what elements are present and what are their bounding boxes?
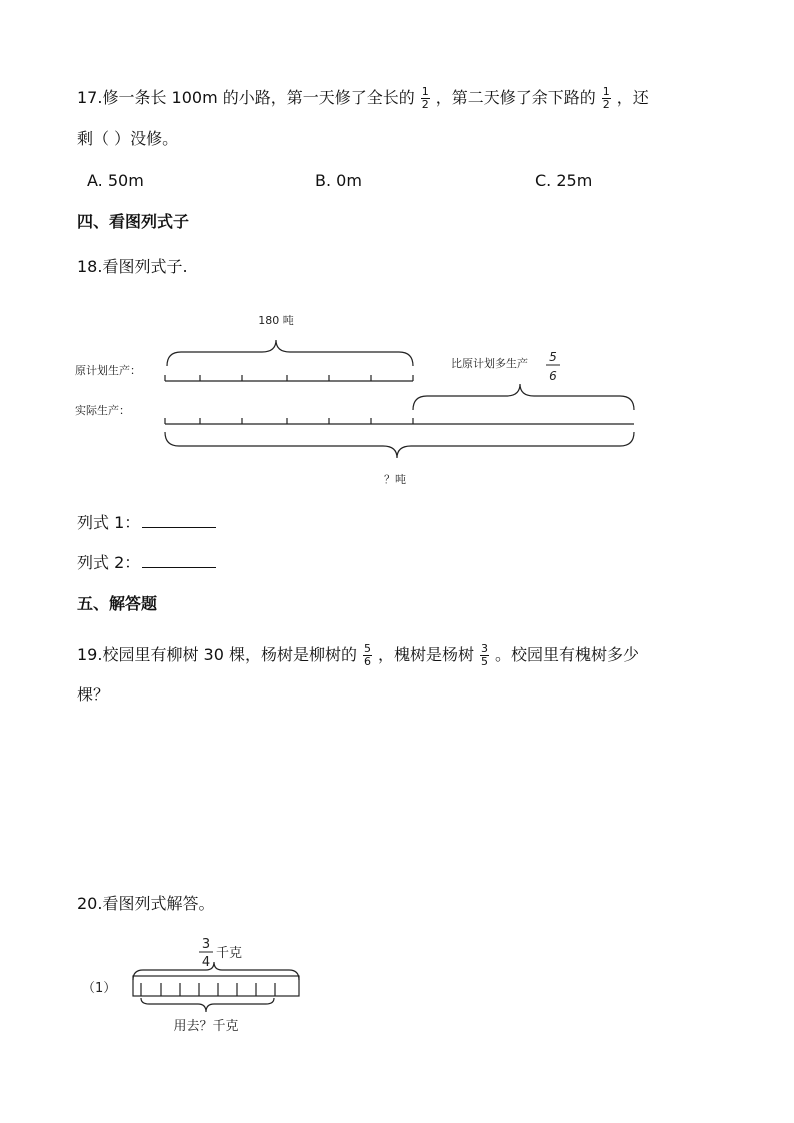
- q20-sub1-index: （1）: [82, 981, 117, 996]
- q19-text-part1: 19.校园里有柳树 30 棵，杨树是柳树的: [77, 645, 357, 664]
- q18-formula-2-blank[interactable]: [142, 553, 216, 568]
- q18-bottom-label: ？吨: [384, 473, 406, 486]
- q20-top-unit: 千克: [216, 946, 243, 961]
- q18-actual-ticks: [165, 418, 413, 424]
- q18-extra-brace: [413, 384, 634, 410]
- section4-heading: 四、看图列式子: [77, 212, 190, 231]
- q18-title: 18.看图列式子.: [77, 257, 188, 276]
- q18-planned-ticks: [165, 375, 413, 381]
- q18-row1-label: 原计划生产：: [75, 364, 141, 377]
- q18-top-label: 180 吨: [258, 314, 294, 327]
- q20-top-frac-den: 4: [201, 955, 211, 970]
- q20-diagram: [0, 920, 794, 1050]
- q20-title: 20.看图列式解答。: [77, 894, 215, 913]
- q17-text-part1: 17.修一条长 100m 的小路，第一天修了全长的: [77, 88, 415, 107]
- q19-line2: 棵？: [77, 685, 110, 704]
- q17-option-c[interactable]: C. 25m: [535, 171, 593, 190]
- q17-fraction-1: $\frac{1}{2}$: [421, 85, 429, 111]
- q19-fraction-2: $\frac{3}{5}$: [481, 642, 488, 668]
- q17-fraction-2: $\frac{1}{2}$: [602, 85, 610, 111]
- q20-bar: [133, 976, 299, 996]
- q20-bottom-label: 用去？千克: [173, 1019, 239, 1034]
- q19-line1: [77, 643, 639, 668]
- q18-extra-frac-num: 5: [549, 350, 557, 364]
- q18-extra-label: 比原计划多生产: [451, 357, 528, 370]
- q17-text-part3: ，还: [616, 88, 649, 107]
- q19-text-part2: ，槐树是杨树: [377, 645, 474, 664]
- q20-top-brace: [133, 962, 299, 980]
- q17-text-part2: ，第二天修了余下路的: [435, 88, 596, 107]
- q17-line2: 剩（ ）没修。: [77, 129, 179, 148]
- q18-extra-frac-den: 6: [549, 369, 557, 383]
- q18-bottom-brace: [165, 432, 634, 458]
- q18-row2-label: 实际生产：: [75, 404, 130, 417]
- q18-formula-1-label: 列式 1：: [77, 513, 141, 532]
- section5-heading: 五、解答题: [77, 594, 158, 613]
- q18-formula-1-blank[interactable]: [142, 513, 216, 528]
- q20-bar-ticks: [141, 983, 275, 996]
- q18-top-brace: [167, 340, 413, 366]
- q19-text-part3: 。校园里有槐树多少: [495, 645, 640, 664]
- q17-option-a[interactable]: A. 50m: [87, 171, 144, 190]
- q18-diagram: [0, 0, 794, 500]
- q19-fraction-1: $\frac{5}{6}$: [363, 642, 371, 668]
- q17-option-b[interactable]: B. 0m: [315, 171, 362, 190]
- q18-formula-1: [77, 513, 216, 533]
- q20-bottom-brace: [141, 998, 274, 1012]
- q18-formula-2: [77, 553, 216, 573]
- q18-formula-2-label: 列式 2：: [77, 553, 141, 572]
- q20-top-frac-num: 3: [201, 937, 211, 952]
